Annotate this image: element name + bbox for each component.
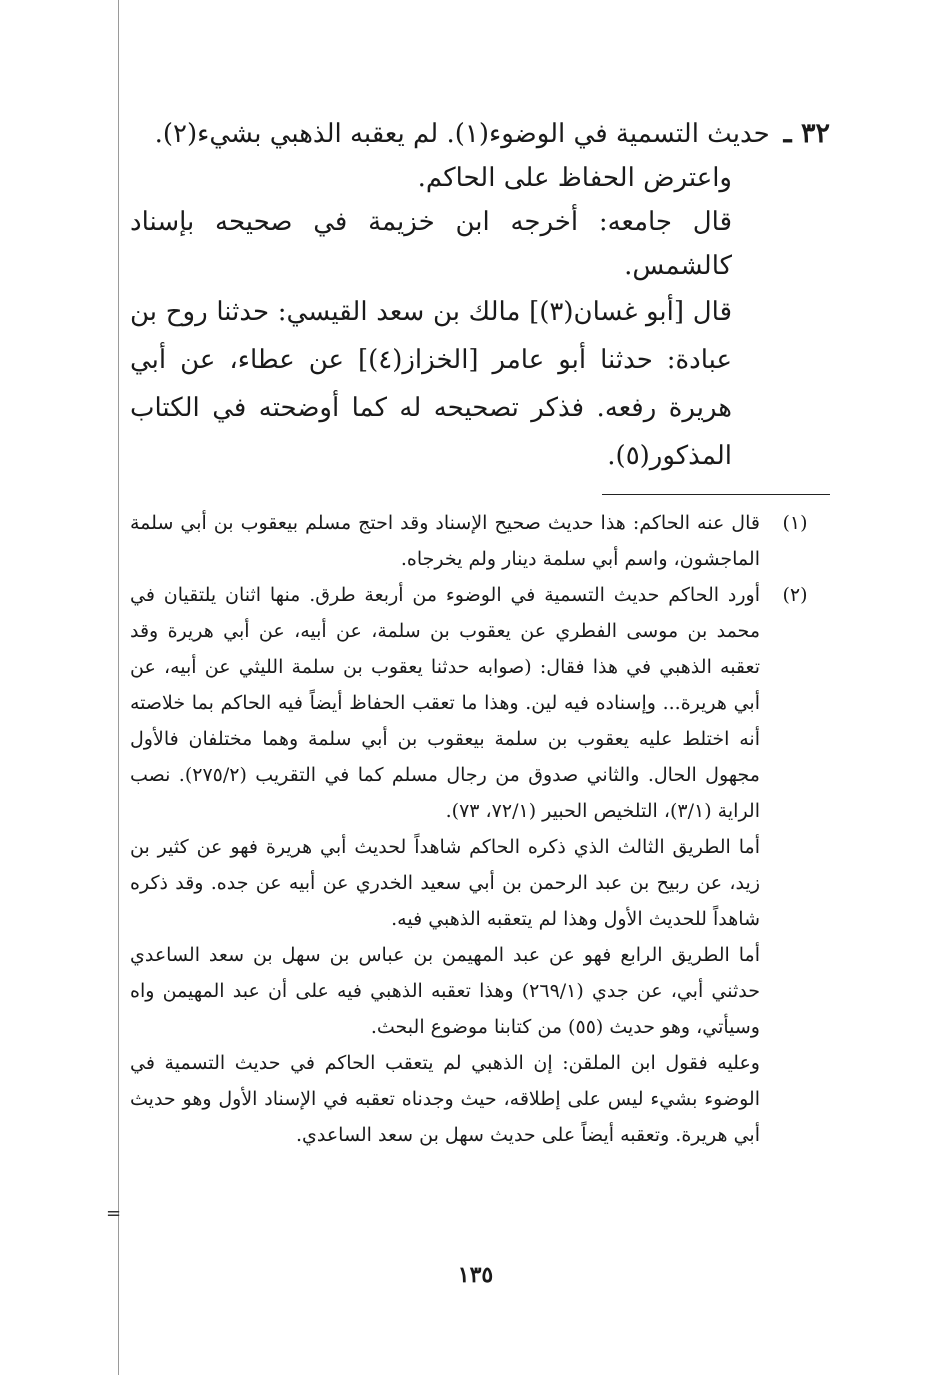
- continuation-mark: =: [106, 1203, 122, 1224]
- footnote-number: (١): [782, 512, 808, 534]
- entry-line-1: حديث التسمية في الوضوء(١). لم يعقبه الذهبي بشيء(٢).: [154, 119, 770, 149]
- entry-line-2: واعترض الحفاظ على الحاكم.: [417, 163, 732, 193]
- page-number: ١٣٥: [457, 1262, 494, 1288]
- footnote-text: قال عنه الحاكم: هذا حديث صحيح الإسناد وقد احتج مسلم بيعقوب بن أبي سلمة الماجشون، واسم أبي سلمة دينار ولم يخرجاه.: [130, 512, 760, 570]
- footnote-continuation-2: أما الطريق الرابع فهو عن عبد المهيمن بن عباس بن سهل بن سعد الساعدي حدثني أبي، عن جدي (٢٦٩/١) وهذا تعقبه الذهبي فيه على أن عبد المهيمن واه وسيأتي، وهو حديث (٥٥) من كتابنا موضوع البحث.: [130, 944, 760, 1038]
- footnotes: [130, 505, 830, 1153]
- isnad-paragraph: قال [أبو غسان(٣)] مالك بن سعد القيسي: حدثنا روح بن عبادة: حدثنا أبو عامر [الخزاز(٤)] عن عطاء، عن أبي هريرة رفعه. فذكر تصحيحه له كما أوضحته في الكتاب المذكور(٥).: [130, 297, 732, 471]
- margin-rule: [118, 0, 119, 1375]
- footnote-continuation-1: أما الطريق الثالث الذي ذكره الحاكم شاهداً لحديث أبي هريرة فهو عن كثير بن زيد، عن ربيح بن عبد الرحمن بن أبي سعيد الخدري عن أبيه عن جده. وقد ذكره شاهداً للحديث الأول وهذا لم يتعقبه الذهبي فيه.: [130, 836, 760, 930]
- footnote-separator: [602, 494, 830, 495]
- footnote-text: أورد الحاكم حديث التسمية في الوضوء من أربعة طرق. منها اثنان يلتقيان في محمد بن موسى الفطري عن يعقوب بن سلمة، عن أبيه، عن أبي هريرة وقد تعقبه الذهبي في هذا فقال: (صوابه حدثنا يعقوب بن سلمة الليثي عن أبيه، عن أبي هريرة... وإسناده فيه لين. وهذا ما تعقب الحفاظ أيضاً فيه الحاكم بما خلاصته أنه اختلط عليه يعقوب بن سلمة بيعقوب بن أبي سلمة وهما مختلفان فالأول مجهول الحال. والثاني صدوق من رجال مسلم كما في التقريب (٢٧٥/٢). نصب الراية (٣/١)، التلخيص الحبير (٧٢/١، ٧٣).: [130, 584, 760, 822]
- entry-32: [130, 112, 830, 156]
- main-text: [130, 112, 830, 480]
- entry-body: [130, 112, 770, 156]
- collector-line: قال جامعه: أخرجه ابن خزيمة في صحيحه بإسناد كالشمس.: [130, 207, 732, 281]
- footnote-continuation-3: وعليه فقول ابن الملقن: إن الذهبي لم يتعقب الحاكم في حديث التسمية في الوضوء بشيء ليس على إطلاقه، حيث وجدناه تعقبه في الإسناد الأول وهو حديث أبي هريرة. وتعقبه أيضاً على حديث سهل بن سعد الساعدي.: [130, 1052, 760, 1146]
- entry-number: ٣٢ ـ: [783, 118, 830, 149]
- footnote-2: [130, 577, 830, 829]
- footnote-1: [130, 505, 830, 577]
- page-content: [130, 112, 830, 1153]
- footnote-number: (٢): [782, 584, 808, 606]
